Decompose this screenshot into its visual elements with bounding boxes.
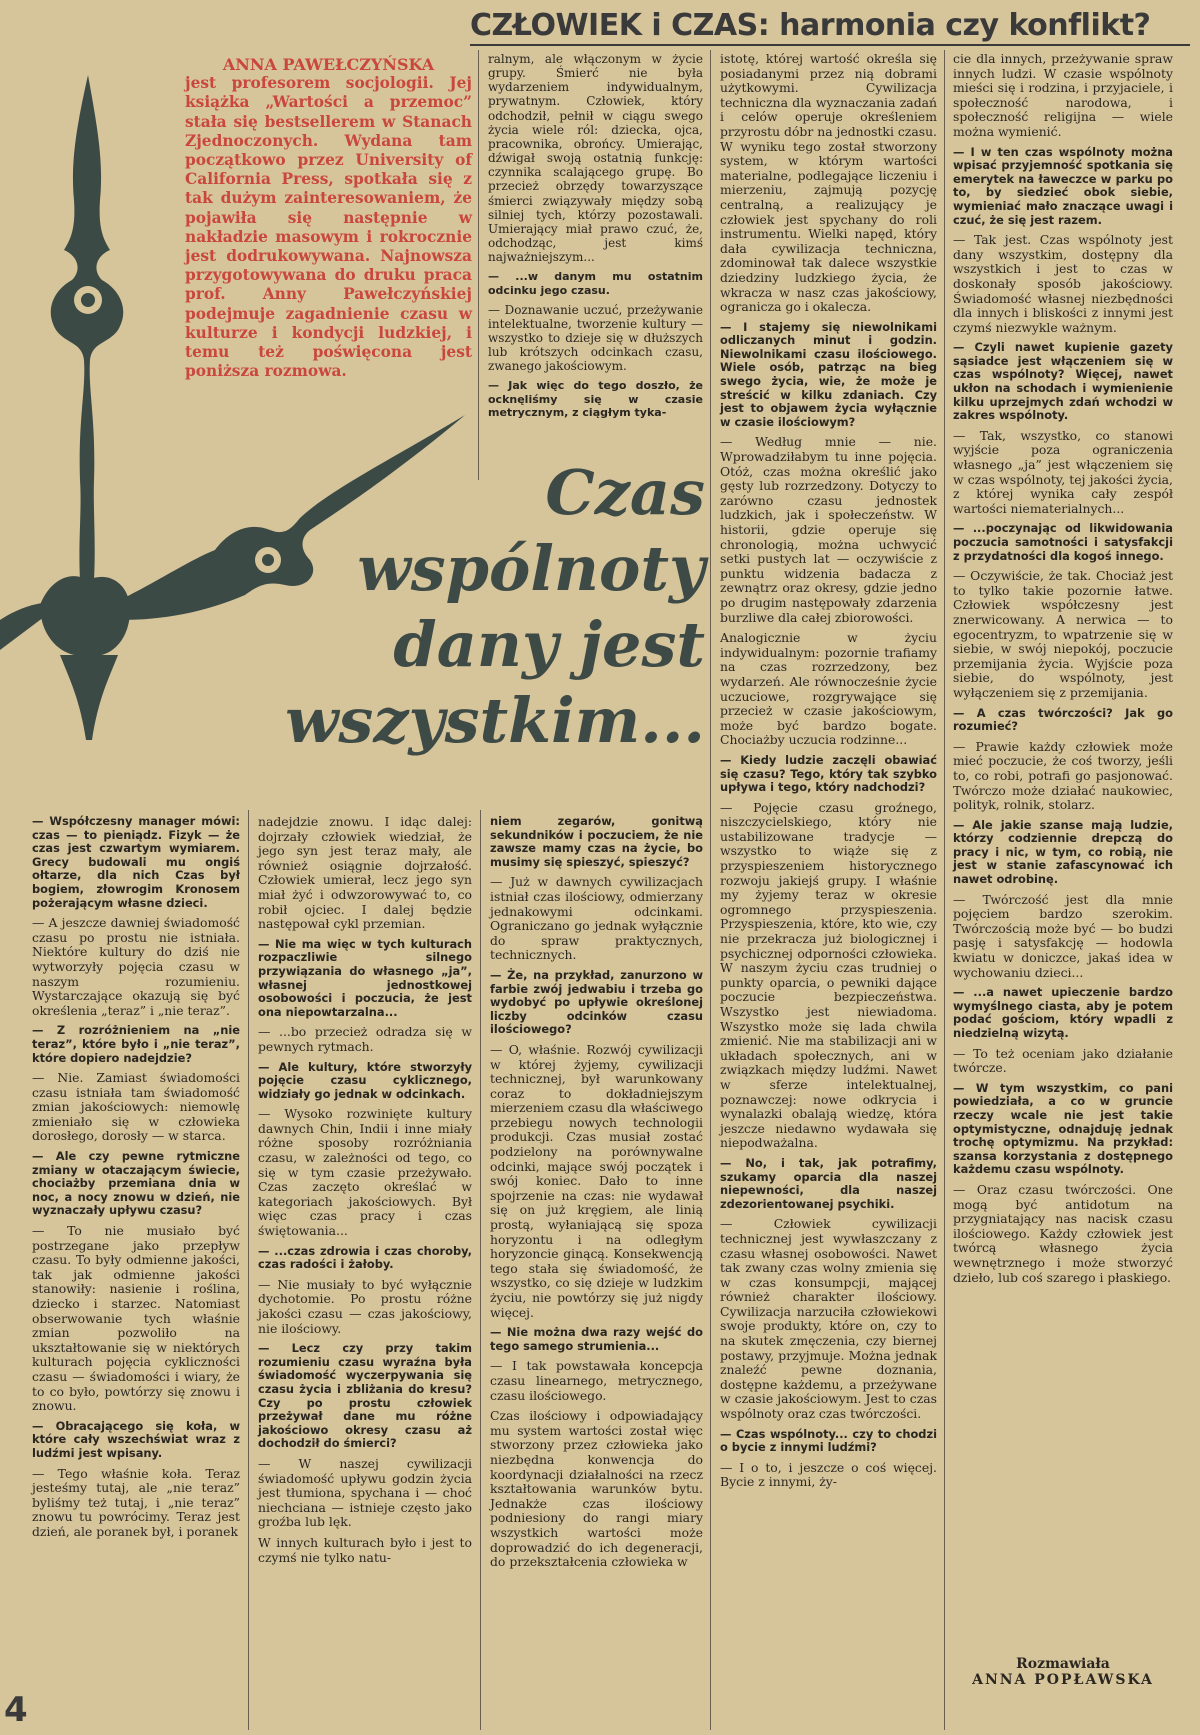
- article-column-bottom-2: [258, 815, 472, 1715]
- interviewer-question: — Lecz czy przy takim rozumieniu czasu wyraźna była świadomość wyczerpywania się czasu życia i zbliżania do kresu? Czy po prostu człowiek przeżywał dane mu różne jakościowo okresy czasu aż dochodził do śmierci?: [258, 1341, 472, 1451]
- interviewer-question: — Z rozróżnieniem na „nie teraz”, które było i „nie teraz”, które dopiero nadejdzie?: [32, 1023, 240, 1065]
- signature-name: ANNA POPŁAWSKA: [972, 1672, 1154, 1688]
- interviewer-question: — W tym wszystkim, co pani powiedziała, a co w gruncie rzeczy wcale nie jest takie optymistyczne, odnajduję jednak trochę optymizmu. Na przykład: szansa korzystania z dostępnego każdemu czasu wspólnoty.: [953, 1080, 1173, 1177]
- interview-answer: — Nie. Zamiast świadomości czasu istniała tam świadomość zmian jakościowych: niemowlę zmieniało się w człowieka dorosłego, dorosły — w starca.: [32, 1070, 240, 1144]
- signature-label: Rozmawiała: [1016, 1656, 1110, 1672]
- interview-answer: ralnym, ale włączonym w życie grupy. Śmierć nie była wydarzeniem indywidualnym, prywatnym. Człowiek, który odchodził, pełnił w ciągu swego życia wiele ról: dziecka, ojca, pracownika, obrońcy. Umierając, dźwigał swoją ostatnią funkcję: czynnika scalającego grupę. Bo przecież obrzędy towarzyszące śmierci związywały między sobą silniej tych, którzy pozostawali. Umierający miał prawo czuć, że, odchodząc, jest kimś najważniejszym...: [488, 52, 703, 265]
- column-separator: [248, 810, 249, 1730]
- interview-answer: — Według mnie — nie. Wprowadziłabym tu inne pojęcia. Otóż, czas można określić jako gęsty lub rozrzedzony. Dotyczy to zarówno czasu jednostek ludzkich, jak i społeczeństw. W historii, gdzie operuje się chronologią, można uchwycić setki pustych lat — oczywiście z punktu widzenia badacza z zewnątrz oraz okresy, gdzie jedno po drugim następowały zdarzenia burzliwe dla całej zbiorowości.: [720, 434, 937, 625]
- interview-answer: — Doznawanie uczuć, przeżywanie intelektualne, tworzenie kultury — wszystko to dzieje się w dłuższych lub krótszych odcinkach czasu, zwanego jakościowym.: [488, 302, 703, 374]
- interviewer-question: — Jak więc do tego doszło, że ocknęliśmy się w czasie metrycznym, z ciągłym tyka-: [488, 379, 703, 419]
- page-header-title: CZŁOWIEK i CZAS: harmonia czy konflikt?: [470, 8, 1151, 43]
- interview-answer: — ...bo przecież odradza się w pewnych rytmach.: [258, 1024, 472, 1054]
- interview-answer: istotę, której wartość określa się posiadanymi przez nią dobrami użytkowymi. Cywilizacja techniczna dla wyznaczania zadań i celów operuje określeniem przyrostu dóbr na jednostki czasu. W wyniku tego został stworzony system, w którym wartości materialne, podlegające liczeniu i mierzeniu, zajmują pozycję centralną, a realizujący je człowiek jest spychany do roli instrumentu. Wielki napęd, który dała cywilizacja techniczna, zdominował tak dalece wszystkie dziedziny ludzkiego życia, że wkracza w nasz czas jakościowy, ogranicza go i okalecza.: [720, 51, 937, 315]
- interview-answer: — Tego właśnie koła. Teraz jesteśmy tutaj, ale „nie teraz” byliśmy też tutaj, i „nie teraz” znowu tu powrócimy. Teraz jest dzień, ale poranek był, i poranek: [32, 1465, 240, 1539]
- interviewer-question: — Czas wspólnoty... czy to chodzi o bycie z innymi ludźmi?: [720, 1426, 937, 1455]
- interviewer-question: — No, i tak, jak potrafimy, szukamy oparcia dla naszej niepewności, dla naszej zdezorientowanej psychiki.: [720, 1155, 937, 1211]
- interview-answer: — W naszej cywilizacji świadomość upływu godzin życia jest tłumiona, spychana i — choć niechciana — istnieje często jako groźba lub lęk.: [258, 1455, 472, 1530]
- interview-answer: — Tak, wszystko, co stanowi wyjście poza ograniczenia własnego „ja” jest włączeniem się w czas wspólnoty, tej jakości życia, z której wynika cały zespół wartości niematerialnych...: [953, 427, 1173, 516]
- interviewer-question: — I stajemy się niewolnikami odliczanych minut i godzin. Niewolnikami czasu ilościowego. Wiele osób, patrząc na bieg swego życia, wie, że może je streścić w kilku zdaniach. Czy jest to objawem życia wyłącznie w czasie ilościowym?: [720, 319, 937, 429]
- interviewer-question: — ...czas zdrowia i czas choroby, czas radości i żałoby.: [258, 1243, 472, 1272]
- column-separator: [480, 810, 481, 1730]
- interview-answer: — Wysoko rozwinięte kultury dawnych Chin, Indii i inne miały różne sposoby rozróżniania czasu, w zależności od tego, co się w tym czasie przeżywało. Czas zaczęto określać w kategoriach jakościowych. Był więc czas pracy i czas świętowania...: [258, 1106, 472, 1239]
- headline-line-2: wspólnoty: [357, 532, 705, 605]
- interviewer-question: niem zegarów, gonitwą sekundników i poczuciem, że nie zawsze mamy czas na życie, bo musimy się spieszyć, spieszyć?: [490, 814, 703, 869]
- article-headline: [280, 455, 705, 759]
- interviewer-question: — Nie ma więc w tych kulturach rozpaczliwie silnego przywiązania do własnego „ja”, własnej jednostkowej osobowości i poczucia, że jest ona niepowtarzalna...: [258, 936, 472, 1019]
- article-column-bottom-3: [490, 815, 703, 1715]
- interviewer-question: — ...w danym mu ostatnim odcinku jego czasu.: [488, 270, 703, 297]
- intro-box: [185, 55, 472, 381]
- interview-answer: — Już w dawnych cywilizacjach istniał czas ilościowy, odmierzany jednakowymi odcinkami. Ograniczano go jednak wyłącznie do spraw praktycznych, technicznych.: [490, 874, 703, 963]
- intro-author: ANNA PAWEŁCZYŃSKA: [222, 55, 435, 74]
- headline-line-3: dany jest: [393, 608, 705, 681]
- column-separator: [478, 50, 479, 480]
- header-rule: [470, 44, 1190, 46]
- interview-answer: — Oczywiście, że tak. Chociaż jest to tylko takie pozornie łatwe. Człowiek współczesny jest znerwicowany. A nerwica — to egocentryzm, to wpatrzenie się w siebie, w swój niepokój, poczucie przemijania życia. Wyjście poza siebie, do wspólnoty, jest wyłączeniem się z przemijania.: [953, 568, 1173, 700]
- interviewer-question: — ...poczynając od likwidowania poczucia samotności i satysfakcji z przydatności dla kogoś innego.: [953, 521, 1173, 563]
- interview-answer: nadejdzie znowu. I idąc dalej: dojrzały człowiek wiedział, że jego syn jest teraz mały, ale również osiągnie dojrzałość. Człowiek umierał, lecz jego syn miał żyć i odwzorowywać to, co robił ojciec. I dalej będzie następował cykl przemian.: [258, 814, 472, 932]
- interview-answer: — O, właśnie. Rozwój cywilizacji w której żyjemy, cywilizacji technicznej, był warunkowany coraz to dokładniejszym mierzeniem czasu dla właściwego przebiegu nowych technologii produkcji. Czas musiał zostać podzielony na porównywalne odcinki, mające swój początek i swój koniec. Dało to inne spojrzenie na czas: nie wydawał się on już kręgiem, ale linią prostą, wyłaniającą się spoza horyzontu i na odległym horyzoncie ginącą. Konsekwencją tego stała się świadomość, że wszystko, co się dzieje w ludzkim życiu, nie powtórzy się już nigdy więcej.: [490, 1041, 703, 1320]
- interviewer-question: — Czyli nawet kupienie gazety sąsiadce jest włączeniem się w czas wspólnoty? Więcej, nawet ukłon na schodach i wymienienie kilku uprzejmych zdań wchodzi w zakres wspólnoty.: [953, 340, 1173, 423]
- interviewer-question: — Kiedy ludzie zaczęli obawiać się czasu? Tego, który tak szybko upływa i tego, który nadchodzi?: [720, 752, 937, 795]
- interviewer-question: — A czas twórczości? Jak go rozumieć?: [953, 705, 1173, 734]
- page-number: 4: [4, 1690, 28, 1730]
- interview-answer: — To nie musiało być postrzegane jako przepływ czasu. To były odmienne jakości, tak jak odmienne jakości stanowiły: nasienie i roślina, dziecko i starzec. Natomiast obserwowanie tych właśnie zmian pozwoliło na ukształtowanie się w niektórych kulturach pojęcia cykliczności czasu — świadomości i wiary, że to co było, powtórzy się znowu i znowu.: [32, 1223, 240, 1414]
- article-column-2: [720, 52, 937, 1712]
- article-column-top-1: [488, 52, 703, 432]
- interview-answer: — Prawie każdy człowiek może mieć poczucie, że coś tworzy, jeśli to, co robi, potrafi go pasjonować. Twórczo może działać naukowiec, polityk, rolnik, stolarz.: [953, 738, 1173, 813]
- interview-answer: — Pojęcie czasu groźnego, niszczycielskiego, który nie ustabilizowane tradycje — wszystko to wiąże się z przyspieszeniem historycznego rozwoju jakiejś grupy. I właśnie my żyjemy teraz w okresie ogromnego przyspieszenia. Przyspieszenia, które, kto wie, czy nie przekracza już biologicznej i psychicznej odporności człowieka. W naszym życiu czas trudniej o punkty oparcia, o pewniki dające poczucie bezpieczeństwa. Wszystko jest niewiadoma. Wszystko może się lada chwila zmienić. Nie ma stabilizacji ani w układach społecznych, ani w związkach między ludźmi. Nawet w sferze intelektualnej, poznawczej: nowe odkrycia i wynalazki obalają wiedzę, która jeszcze niedawno wydawała się niepodważalna.: [720, 799, 937, 1151]
- interviewer-question: — Obracającego się koła, w które cały wszechświat wraz z ludźmi jest wpisany.: [32, 1418, 240, 1460]
- interview-answer: — Twórczość jest dla mnie pojęciem bardzo szerokim. Twórczością może być — bo budzi pasję i satysfakcję — hodowla kwiatu w doniczce, jakaś idea w wychowaniu dzieci...: [953, 891, 1173, 980]
- interview-answer: — I tak powstawała koncepcja czasu linearnego, metrycznego, czasu ilościowego.: [490, 1358, 703, 1403]
- interview-answer: — Nie musiały to być wyłącznie dychotomie. Po prostu różne jakości czasu — czas jakościowy, nie ilościowy.: [258, 1276, 472, 1336]
- interview-answer: — Tak jest. Czas wspólnoty jest dany wszystkim, dostępny dla wszystkich i jest to czas w doskonały sposób jakościowy. Świadomość własnej niezbędności dla innych i bliskości z innymi jest czymś niezwykle ważnym.: [953, 232, 1173, 335]
- article-column-bottom-1: [32, 815, 240, 1715]
- article-column-3: [953, 52, 1173, 1642]
- interview-answer: — Oraz czasu twórczości. One mogą być antidotum na przygniatający nas nacisk czasu ilościowego. Każdy człowiek jest twórcą własnego życia wewnętrznego i może stworzyć dzieło, lub coś szarego i płaskiego.: [953, 1181, 1173, 1285]
- interviewer-question: — Ale czy pewne rytmiczne zmiany w otaczającym świecie, chociażby przemiana dnia w noc, a nocy znowu w dzień, nie wyznaczały upływu czasu?: [32, 1149, 240, 1218]
- interviewer-question: — Ale jakie szanse mają ludzie, którzy codziennie drepczą do pracy i nic, w tym, co robią, nie jest w stanie zafascynować ich nawet odrobinę.: [953, 817, 1173, 887]
- interview-answer: — I o to, i jeszcze o coś więcej. Bycie z innymi, ży-: [720, 1459, 937, 1490]
- interviewer-question: — I w ten czas wspólnoty można wpisać przyjemność spotkania się emerytek na ławeczce w parku po to, by siedzieć obok siebie, wymieniać mało znaczące uwagi i czuć, że się jest razem.: [953, 144, 1173, 227]
- interviewer-question: — Że, na przykład, zanurzono w farbie zwój jedwabiu i trzeba go wydobyć po upływie określonej liczby odcinków czasu ilościowego?: [490, 967, 703, 1037]
- interviewer-question: — Nie można dwa razy wejść do tego samego strumienia...: [490, 1325, 703, 1353]
- interviewer-question: — Ale kultury, które stworzyły pojęcie czasu cyklicznego, widziały go jednak w odcinkach.: [258, 1059, 472, 1101]
- column-separator: [710, 50, 711, 1730]
- interviewer-question: — ...a nawet upieczenie bardzo wymyślnego ciasta, aby je potem podać gościom, który wpadli z niedzielną wizytą.: [953, 985, 1173, 1040]
- interview-answer: — To też oceniam jako działanie twórcze.: [953, 1045, 1173, 1076]
- interviewer-question: — Współczesny manager mówi: czas — to pieniądz. Fizyk — że czas jest czwartym wymiarem. Grecy budowali mu ongiś ołtarze, dla nich Czas był bogiem, złowrogim Kronosem pożerającym własne dzieci.: [32, 814, 240, 910]
- signature-block: [953, 1650, 1173, 1688]
- interview-answer: — Człowiek cywilizacji technicznej jest wywłaszczany z czasu własnej osobowości. Nawet tak zwany czas wolny zmienia się w czas konsumpcji, mającej również charakter ilościowy. Cywilizacja narzuciła człowiekowi swoje produkty, które on, czy to na skutek zmęczenia, czy biernej postawy, przyjmuje. Można jednak znaleźć pewne doznania, dostępne każdemu, a przeżywane w czasie jakościowym. Jest to czas wspólnoty oraz czas twórczości.: [720, 1216, 937, 1422]
- headline-line-4: wszystkim...: [285, 684, 705, 757]
- headline-line-1: Czas: [545, 456, 705, 529]
- interview-answer: Analogicznie w życiu indywidualnym: pozornie trafiamy na czas rozrzedzony, bez wydarzeń. Ale równocześnie życie uczuciowe, rozgrywające się przecież w czasie jakościowym, może być bardzo bogate. Chociażby uczucia rodzinne...: [720, 630, 937, 748]
- column-separator: [944, 50, 945, 1730]
- interview-answer: Czas ilościowy i odpowiadający mu system wartości został więc stworzony przez człowieka jako niezbędna konwencja do koordynacji działalności na rzecz kształtowania warunków bytu. Jednakże czas ilościowy podniesiony do rangi miary wszystkich wartości może doprowadzić do ich degeneracji, do przekształcenia człowieka w: [490, 1408, 703, 1570]
- interview-answer: W innych kulturach było i jest to czymś nie tylko natu-: [258, 1534, 472, 1565]
- interview-answer: — A jeszcze dawniej świadomość czasu po prostu nie istniała. Niektóre kultury do dziś nie wytworzyły pojęcia czasu w naszym rozumieniu. Wystarczające okazują się być określenia „teraz” i „nie teraz”.: [32, 915, 240, 1018]
- interview-answer: cie dla innych, przeżywanie spraw innych ludzi. W czasie wspólnoty mieści się i rodzina, i przyjaciele, i społeczność narodowa, i społeczność religijna — wiele można wymienić.: [953, 51, 1173, 139]
- intro-text: jest profesorem socjologii. Jej książka „Wartości a przemoc” stała się bestsellerem w Stanach Zjednoczonych. Wydana tam początkowo przez University of California Press, spotkała się z tak dużym zainteresowaniem, że pojawiła się następnie w nakładzie masowym i rokrocznie jest dodrukowywana. Najnowsza przygotowywana do druku praca prof. Anny Pawełczyńskiej podejmuje zagadnienie czasu w kulturze i kondycji ludzkiej, i temu też poświęcona jest poniższa rozmowa.: [185, 74, 472, 381]
